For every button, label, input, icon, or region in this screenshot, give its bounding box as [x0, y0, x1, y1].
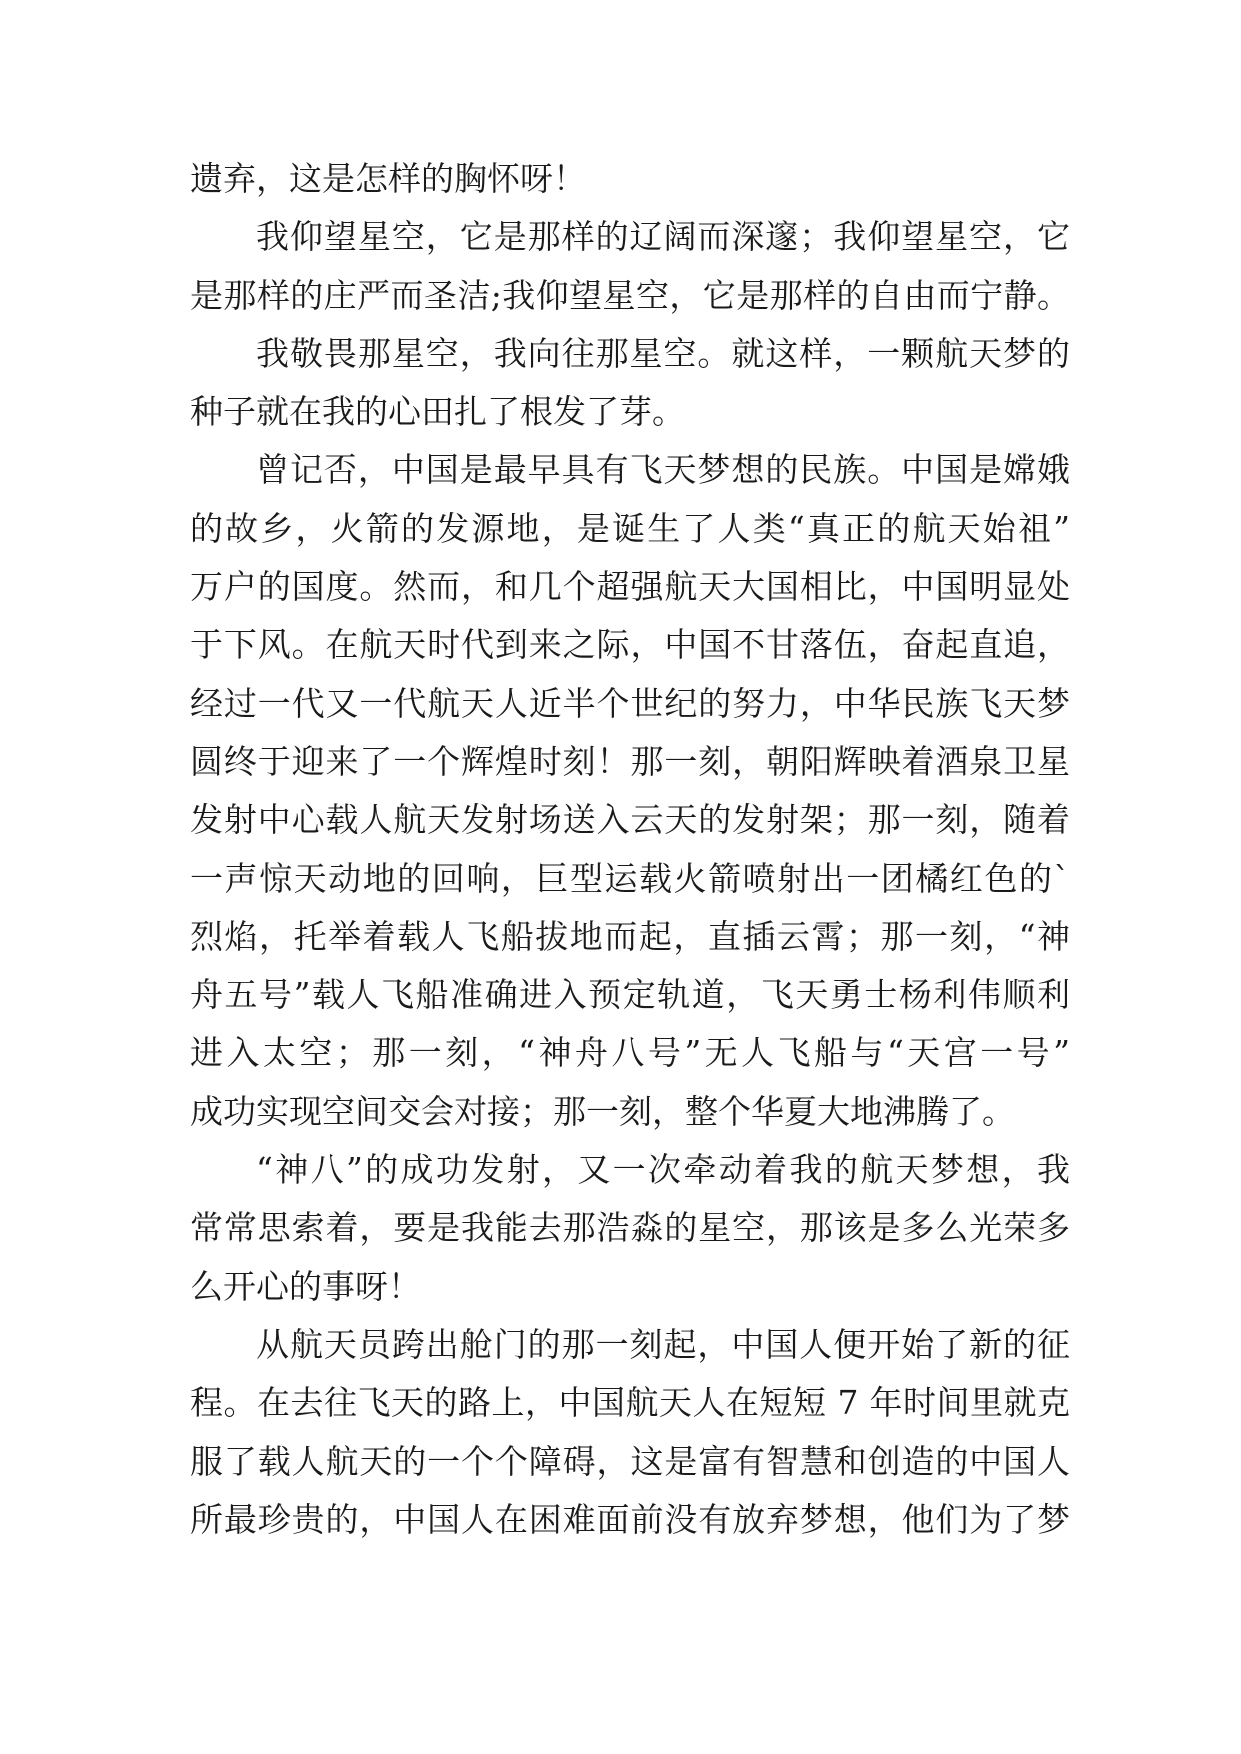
text-line: 一声惊天动地的回响，巨型运载火箭喷射出一团橘红色的` — [190, 858, 1070, 898]
text-line: 从航天员跨出舱门的那一刻起，中国人便开始了新的征 — [256, 1324, 1070, 1364]
text-line: 烈焰，托举着载人飞船拔地而起，直插云霄；那一刻，“神 — [190, 916, 1070, 956]
text-line: 圆终于迎来了一个辉煌时刻！那一刻，朝阳辉映着酒泉卫星 — [190, 741, 1070, 781]
text-line: 经过一代又一代航天人近半个世纪的努力，中华民族飞天梦 — [190, 683, 1070, 723]
text-line: 于下风。在航天时代到来之际，中国不甘落伍，奋起直追， — [190, 625, 1070, 665]
text-line: 舟五号”载人飞船准确进入预定轨道，飞天勇士杨利伟顺利 — [190, 975, 1070, 1015]
text-line: 我仰望星空，它是那样的辽阔而深邃；我仰望星空，它 — [256, 217, 1070, 257]
text-line: 么开心的事呀！ — [190, 1266, 421, 1306]
text-line: 所最珍贵的，中国人在困难面前没有放弃梦想，他们为了梦 — [190, 1499, 1070, 1539]
text-line: “神八”的成功发射，又一次牵动着我的航天梦想，我 — [256, 1150, 1070, 1190]
text-line: 进入太空；那一刻，“神舟八号”无人飞船与“天宫一号” — [190, 1033, 1070, 1073]
text-line: 曾记否，中国是最早具有飞天梦想的民族。中国是嫦娥 — [256, 450, 1070, 490]
text-line: 发射中心载人航天发射场送入云天的发射架；那一刻，随着 — [190, 800, 1070, 840]
text-line: 是那样的庄严而圣洁;我仰望星空，它是那样的自由而宁静。 — [190, 275, 1070, 315]
text-line: 我敬畏那星空，我向往那星空。就这样，一颗航天梦的 — [256, 333, 1070, 373]
text-line: 成功实现空间交会对接；那一刻，整个华夏大地沸腾了。 — [190, 1091, 1015, 1131]
text-line: 万户的国度。然而，和几个超强航天大国相比，中国明显处 — [190, 567, 1070, 607]
body-text — [190, 150, 1070, 1549]
text-line: 遗弃，这是怎样的胸怀呀！ — [190, 159, 586, 198]
text-line: 常常思索着，要是我能去那浩淼的星空，那该是多么光荣多 — [190, 1208, 1070, 1248]
text-line: 种子就在我的心田扎了根发了芽。 — [190, 392, 685, 432]
text-line: 程。在去往飞天的路上，中国航天人在短短 7 年时间里就克 — [190, 1383, 1070, 1423]
text-line: 的故乡，火箭的发源地，是诞生了人类“真正的航天始祖” — [190, 508, 1070, 548]
text-line: 服了载人航天的一个个障碍，这是富有智慧和创造的中国人 — [190, 1441, 1070, 1481]
